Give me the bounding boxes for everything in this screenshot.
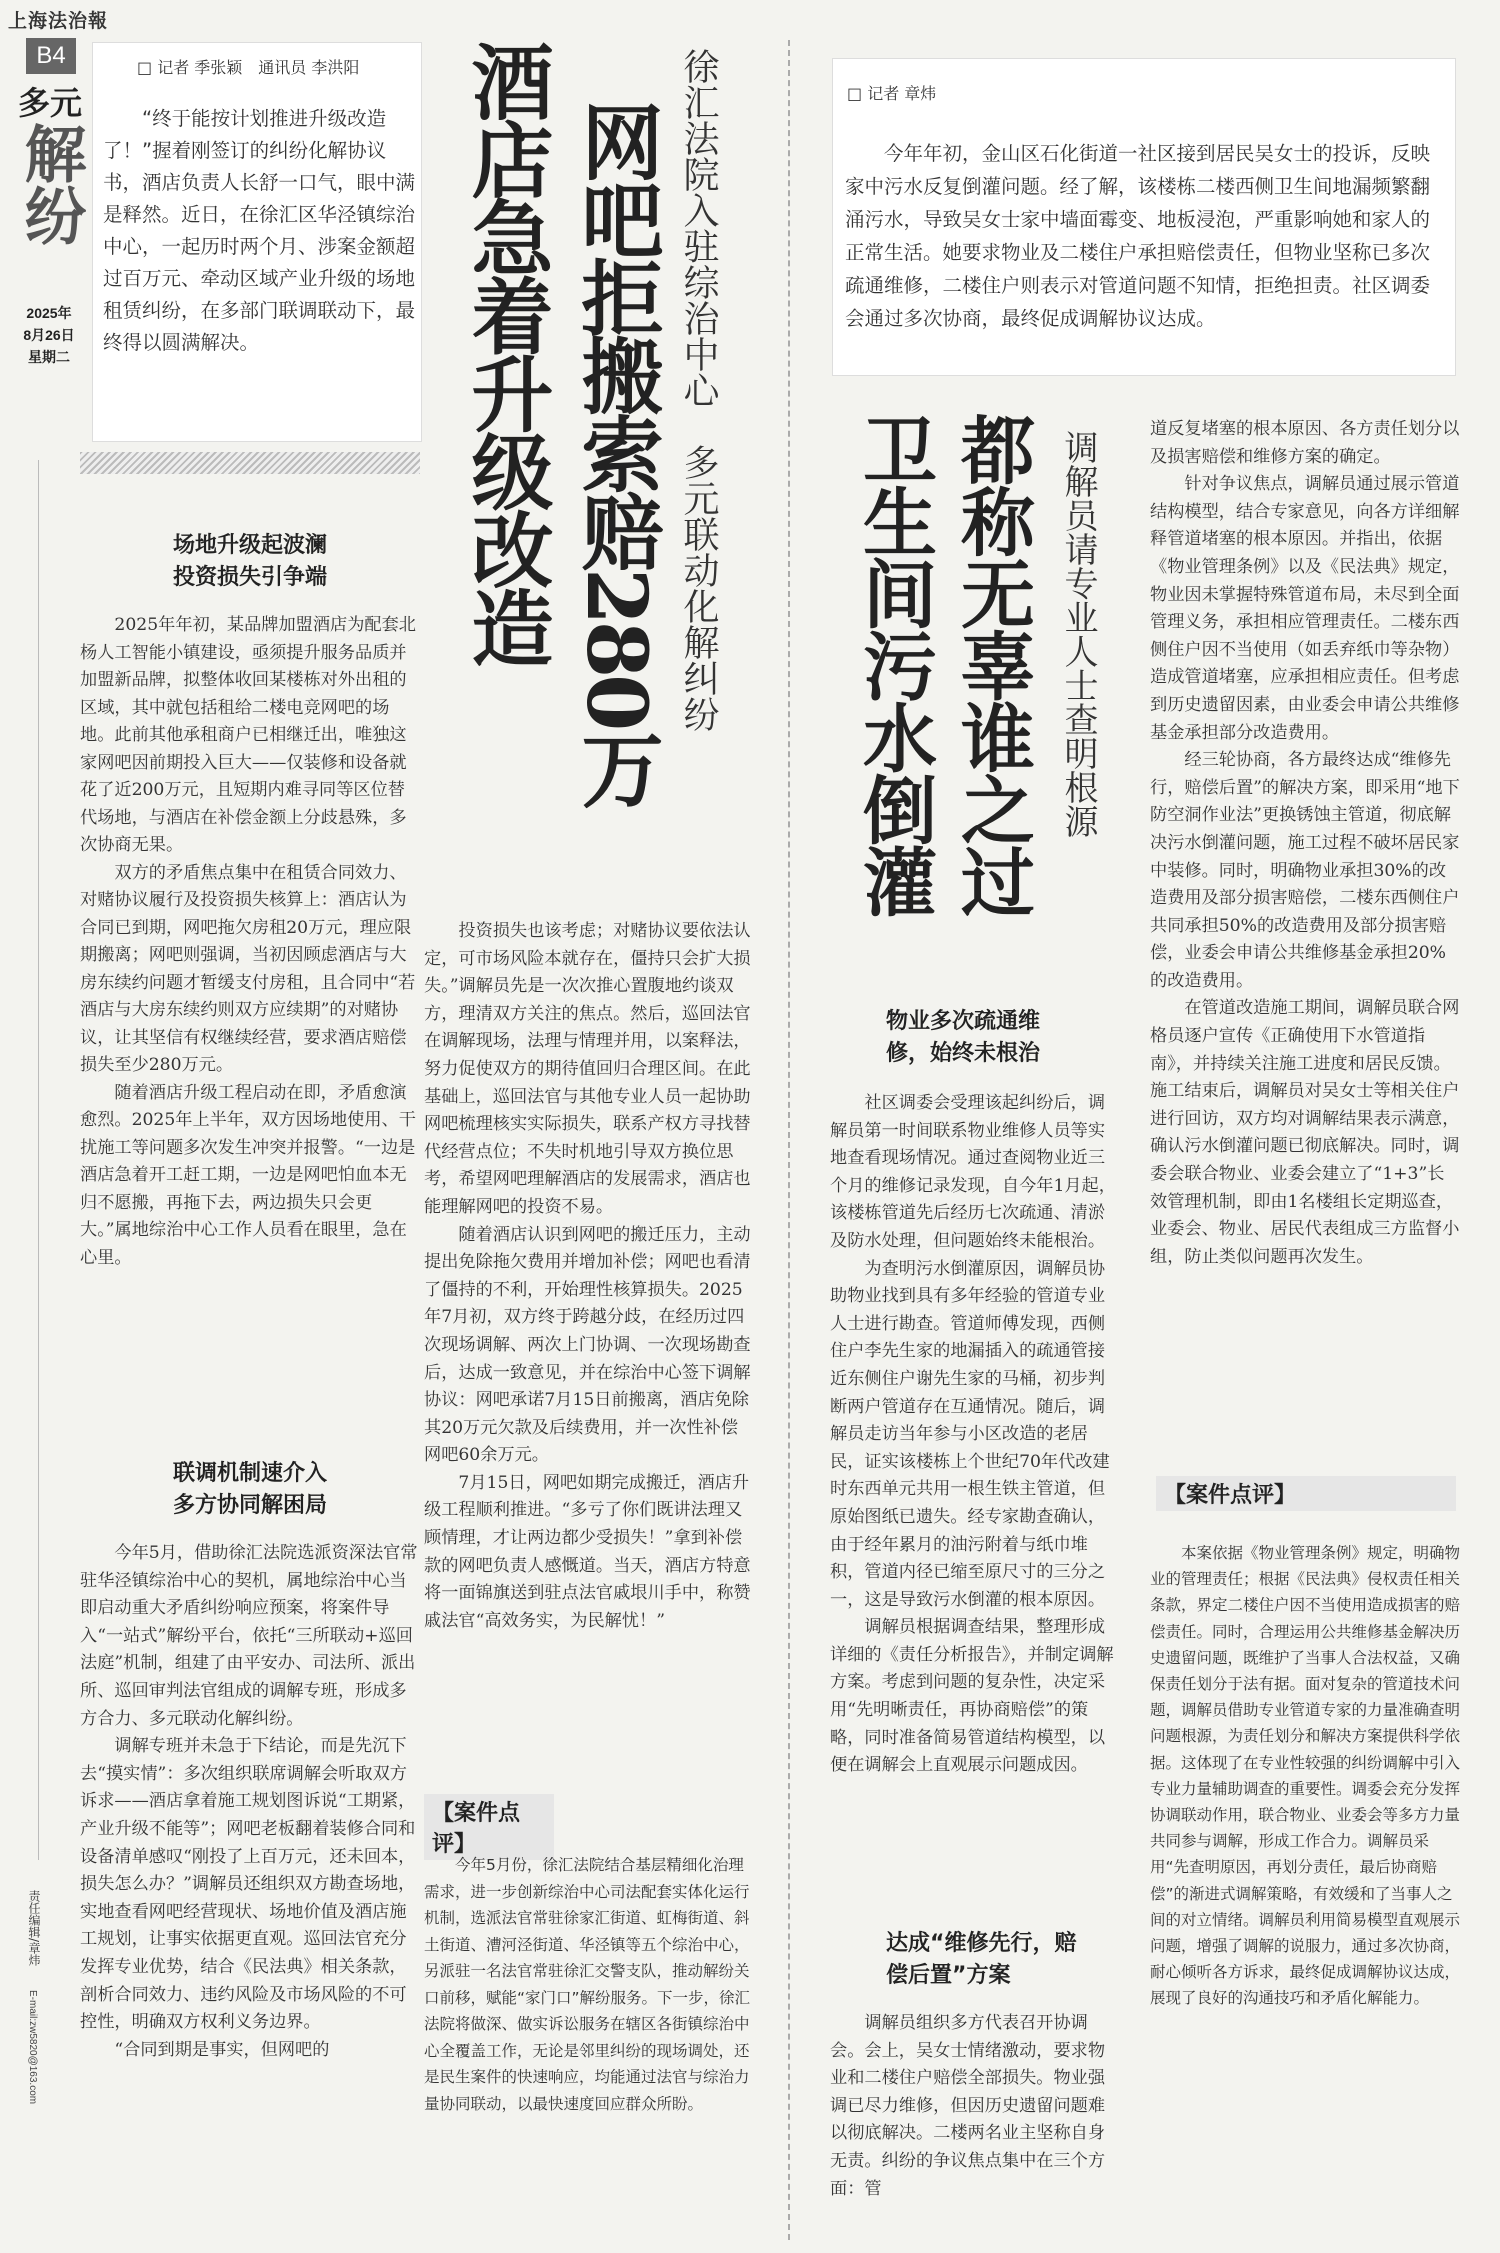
story2-col2-p3: 经三轮协商，各方最终达成“维修先行，赔偿后置”的解决方案，即采用“地下防空洞作业法”更换锈蚀主管道，彻底解决污水倒灌问题，施工过程不破坏居民家中装修。同时，明确物业承担30%的改造费用及部分损害赔偿，二楼东西侧住户共同承担50%的改造费用及部分损害赔偿，业委会申请公共维修基金承担20%的改造费用。 (1150, 750, 1460, 991)
section-title-line2: 解纷 (14, 122, 87, 246)
story1-headline-second: 酒店急着升级改造 (458, 40, 554, 664)
story2-byline: □ 记者 章炜 (847, 84, 937, 103)
story2-lead-box (832, 58, 1456, 376)
story2-col2-p4: 在管道改造施工期间，调解员联合网格员逐户宣传《正确使用下水管道指南》，并持续关注施工进度和居民反馈。施工结束后，调解员对吴女士等相关住户进行回访，双方均对调解结果表示满意，确认污水倒灌问题已彻底解决。同时，调委会联合物业、业委会建立了“1+3”长效管理机制，即由1名楼组长定期巡查，业委会、物业、居民代表组成三方监督小组，防止类似问题再次发生。 (1150, 998, 1460, 1267)
story1-headline-main: 网吧拒搬索赔280万 (568, 100, 664, 806)
story1-comment (424, 1852, 754, 2117)
issue-weekday: 星期二 (28, 349, 70, 365)
story1-subtitle: 徐汇法院入驻综治中心 多元联动化解纠纷 (678, 48, 719, 732)
story1-col1b-p2: 调解专班并未急于下结论，而是先沉下去“摸实情”：多次组织联席调解会听取双方诉求——酒店拿着施工规划图诉说“工期紧，产业升级不能等”；网吧老板翻着装修合同和设备清单感叹“刚投了上百万元，还未回本，损失怎么办？”调解员还组织双方勘查场地，实地查看网吧经营现状、场地价值及酒店施工规划，让事实依据更直观。巡回法官充分发挥专业优势，结合《民法典》相关条款，剖析合同效力、违约风险及市场风险的不可控性，明确双方权利义务边界。 (80, 1736, 416, 2033)
story1-col2-p3: 7月15日，网吧如期完成搬迁，酒店升级工程顺利推进。“多亏了你们既讲法理又顾情理，才让两边都少受损失！”拿到补偿款的网吧负责人感慨道。当天，酒店方特意将一面锦旗送到驻点法官戚垠川手中，称赞戚法官“高效务实，为民解忧！” (424, 1472, 751, 1631)
story2-col2-p2: 针对争议焦点，调解员通过展示管道结构模型，结合专家意见，向各方详细解释管道堵塞的根本原因。并指出，依据《物业管理条例》以及《民法典》规定，物业因未掌握特殊管道布局，未尽到全面管理义务，承担相应管理责任。二楼东西侧住户因不当使用（如丢弃纸巾等杂物）造成管道堵塞，应承担相应责任。但考虑到历史遗留因素，由业委会申请公共维修基金承担部分改造费用。 (1150, 474, 1460, 743)
story1-comment-text: 今年5月份，徐汇法院结合基层精细化治理需求，进一步创新综治中心司法配套实体化运行机制，选派法官常驻徐家汇街道、虹梅街道、斜土街道、漕河泾街道、华泾镇等五个综治中心，另派驻一名法官常驻徐汇交警支队，推动解纷关口前移，赋能“家门口”解纷服务。下一步，徐汇法院将做深、做实诉讼服务在辖区各街镇综治中心全覆盖工作，无论是邻里纠纷的现场调处，还是民生案件的快速响应，均能通过法官与综治力量协同联动，以最快速度回应群众所盼。 (424, 1856, 751, 2113)
story2-lead (845, 137, 1449, 335)
story1-col1b (80, 1540, 420, 2064)
story2-col1-p3: 调解员根据调查结果，整理形成详细的《责任分析报告》，并制定调解方案。考虑到问题的复杂性，决定采用“先明晰责任，再协商赔偿”的策略，同时准备简易管道结构模型，以便在调解会上直观展示问题成因。 (830, 1617, 1114, 1776)
story1-col2 (424, 918, 754, 1635)
story1-col1-p3: 随着酒店升级工程启动在即，矛盾愈演愈烈。2025年上半年，双方因场地使用、干扰施工等问题多次发生冲突并报警。“一边是酒店急着开工赶工期，一边是网吧怕血本无归不愿搬，再拖下去，两边损失只会更大。”属地综治中心工作人员看在眼里，急在心里。 (80, 1082, 416, 1268)
editor-credit: 责任编辑/章炜 (27, 1890, 41, 1967)
story2-comment-text: 本案依据《物业管理条例》规定，明确物业的管理责任；根据《民法典》侵权责任相关条款，界定二楼住户因不当使用造成损害的赔偿责任。同时，合理运用公共维修基金解决历史遗留问题，既维护了当事人合法权益，又确保责任划分于法有据。面对复杂的管道技术问题，调解员借助专业管道专家的力量准确查明问题根源，为责任划分和解决方案提供科学依据。这体现了在专业性较强的纠纷调解中引入专业力量辅助调查的重要性。调委会充分发挥协调联动作用，联合物业、业委会等多方力量共同参与调解，形成工作合力。调解员采用“先查明原因，再划分责任，最后协商赔偿”的渐进式调解策略，有效缓和了当事人之间的对立情绪。调解员利用简易模型直观展示问题，增强了调解的说服力，通过多次协商，耐心倾听各方诉求，最终促成调解协议达成，展现了良好的沟通技巧和矛盾化解能力。 (1150, 1544, 1461, 2008)
section-title (10, 84, 90, 246)
story2-headline-main: 都称无辜谁之过 (949, 412, 1035, 916)
story2-subhead-1: 物业多次疏通维 修，始终未根治 (886, 1009, 1041, 1066)
issue-year: 2025年 (26, 305, 72, 321)
story1-col2-p1: 投资损失也该考虑；对赌协议要依法认定，可市场风险本就存在，僵持只会扩大损失。”调解员先是一次次推心置腹地约谈双方，理清双方关注的焦点。然后，巡回法官在调解现场，法理与情理并用，以案释法，努力促使双方的期待值回归合理区间。在此基础上，巡回法官与其他专业人员一起协助网吧梳理核实实际损失，联系产权方寻找替代经营点位；不失时机地引导双方换位思考，希望网吧理解酒店的发展需求，酒店也能理解网吧的投资不易。 (424, 921, 751, 1217)
issue-date (6, 302, 92, 368)
story2-lead-text: 今年年初，金山区石化街道一社区接到居民吴女士的投诉，反映家中污水反复倒灌问题。经了解，该楼栋二楼西侧卫生间地漏频繁翻涌污水，导致吴女士家中墙面霉变、地板浸泡，严重影响她和家人的正常生活。她要求物业及二楼住户承担赔偿责任，但物业坚称已多次疏通维修，二楼住户则表示对管道问题不知情，拒绝担责。社区调委会通过多次协商，最终促成调解协议达成。 (845, 142, 1431, 330)
story1-lead-box (92, 42, 422, 442)
story1-byline: □ 记者 季张颖 通讯员 李洪阳 (137, 58, 360, 77)
story1-lead (103, 103, 419, 359)
story2-headline-second: 卫生间污水倒灌 (851, 412, 937, 916)
story2-subhead-2: 达成“维修先行，赔 偿后置”方案 (886, 1931, 1077, 1988)
story1-col1-p1: 2025年年初，某品牌加盟酒店为配套北杨人工智能小镇建设，亟须提升服务品质并加盟新品牌，拟整体收回某楼栋对外出租的区域，其中就包括租给二楼电竞网吧的场地。此前其他承租商户已相继迁出，唯独这家网吧因前期投入巨大——仅装修和设备就花了近200万元，且短期内难寻同等区位替代场地，与酒店在补偿金额上分歧悬殊，多次协商无果。 (80, 615, 416, 855)
left-rule (38, 460, 39, 1860)
story2-col1b (830, 2010, 1120, 2203)
story1-hatch-rule (80, 452, 420, 474)
column-separator (788, 40, 790, 2240)
issue-day: 8月26日 (23, 327, 75, 343)
story2-col1b-p1: 调解员组织多方代表召开协调会。会上，吴女士情绪激动，要求物业和二楼住户赔偿全部损失。物业强调已尽力维修，但因历史遗留问题难以彻底解决。二楼两名业主坚称自身无责。纠纷的争议焦点集中在三个方面：管 (830, 2013, 1106, 2199)
story1-col1 (80, 612, 420, 1272)
story1-comment-title: 【案件点评】 (424, 1794, 554, 1860)
section-title-line1: 多元 (17, 84, 82, 122)
newspaper-masthead: 上海法治報 (8, 10, 109, 32)
story2-col1 (830, 1090, 1120, 1780)
story2-col2-p1: 道反复堵塞的根本原因、各方责任划分以及损害赔偿和维修方案的确定。 (1150, 419, 1460, 467)
story2-comment-title: 【案件点评】 (1156, 1476, 1456, 1511)
story1-col2-p2: 随着酒店认识到网吧的搬迁压力，主动提出免除拖欠费用并增加补偿；网吧也看清了僵持的不利，开始理性核算损失。2025年7月初，双方终于跨越分歧，在经历过四次现场调解、两次上门协调、一次现场勘查后，达成一致意见，并在综治中心签下调解协议：网吧承诺7月15日前搬离，酒店免除其20万元欠款及后续费用，并一次性补偿网吧60余万元。 (424, 1224, 751, 1466)
page-number: B4 (26, 38, 76, 74)
story1-col1b-p1: 今年5月，借助徐汇法院选派资深法官常驻华泾镇综治中心的契机，属地综治中心当即启动重大矛盾纠纷响应预案，将案件导入“一站式”解纷平台，依托“三所联动+巡回法庭”机制，组建了由平安办、司法所、派出所、巡回审判法官组成的调解专班，形成多方合力、多元联动化解纠纷。 (80, 1543, 418, 1729)
editor-email: E-mail:zw5820@163.com (27, 1990, 38, 2105)
story2-col2 (1150, 416, 1460, 1271)
story2-col1-p1: 社区调委会受理该起纠纷后，调解员第一时间联系物业维修人员等实地查看现场情况。通过查阅物业近三个月的维修记录发现，自今年1月起，该楼栋管道先后经历七次疏通、清淤及防水处理，但问题始终未能根治。 (830, 1093, 1116, 1251)
story1-subhead-1: 场地升级起波澜 投资损失引争端 (172, 533, 327, 590)
story1-lead-text: “终于能按计划推进升级改造了！”握着刚签订的纠纷化解协议书，酒店负责人长舒一口气，眼中满是释然。近日，在徐汇区华泾镇综治中心，一起历时两个月、涉案金额超过百万元、牵动区域产业升级的场地租赁纠纷，在多部门联调联动下，最终得以圆满解决。 (103, 107, 416, 354)
story2-subtitle: 调解员请专业人士查明根源 (1058, 430, 1098, 838)
story1-col1b-p3: “合同到期是事实，但网吧的 (114, 2039, 330, 2060)
story2-col1-p2: 为查明污水倒灌原因，调解员协助物业找到具有多年经验的管道专业人士进行勘查。管道师傅发现，西侧住户李先生家的地漏插入的疏通管接近东侧住户谢先生家的马桶，初步判断两户管道存在互通情况。随后，调解员走访当年参与小区改造的老居民，证实该楼栋上个世纪70年代改建时东西单元共用一根生铁主管道，但原始图纸已遗失。经专家勘查确认，由于经年累月的油污附着与纸巾堆积，管道内径已缩至原尺寸的三分之一，这是导致污水倒灌的根本原因。 (830, 1258, 1110, 1610)
story1-subhead-2: 联调机制速介入 多方协同解困局 (172, 1461, 327, 1518)
story2-comment (1150, 1540, 1460, 2012)
story1-col1-p2: 双方的矛盾焦点集中在租赁合同效力、对赌协议履行及投资损失核算上：酒店认为合同已到期，网吧拖欠房租20万元，理应限期搬离；网吧则强调，当初因顾虑酒店与大房东续约问题才暂缓支付房租，且合同中“若酒店与大房东续约则双方应续期”的对赌协议，让其坚信有权继续经营，要求酒店赔偿损失至少280万元。 (80, 862, 416, 1075)
